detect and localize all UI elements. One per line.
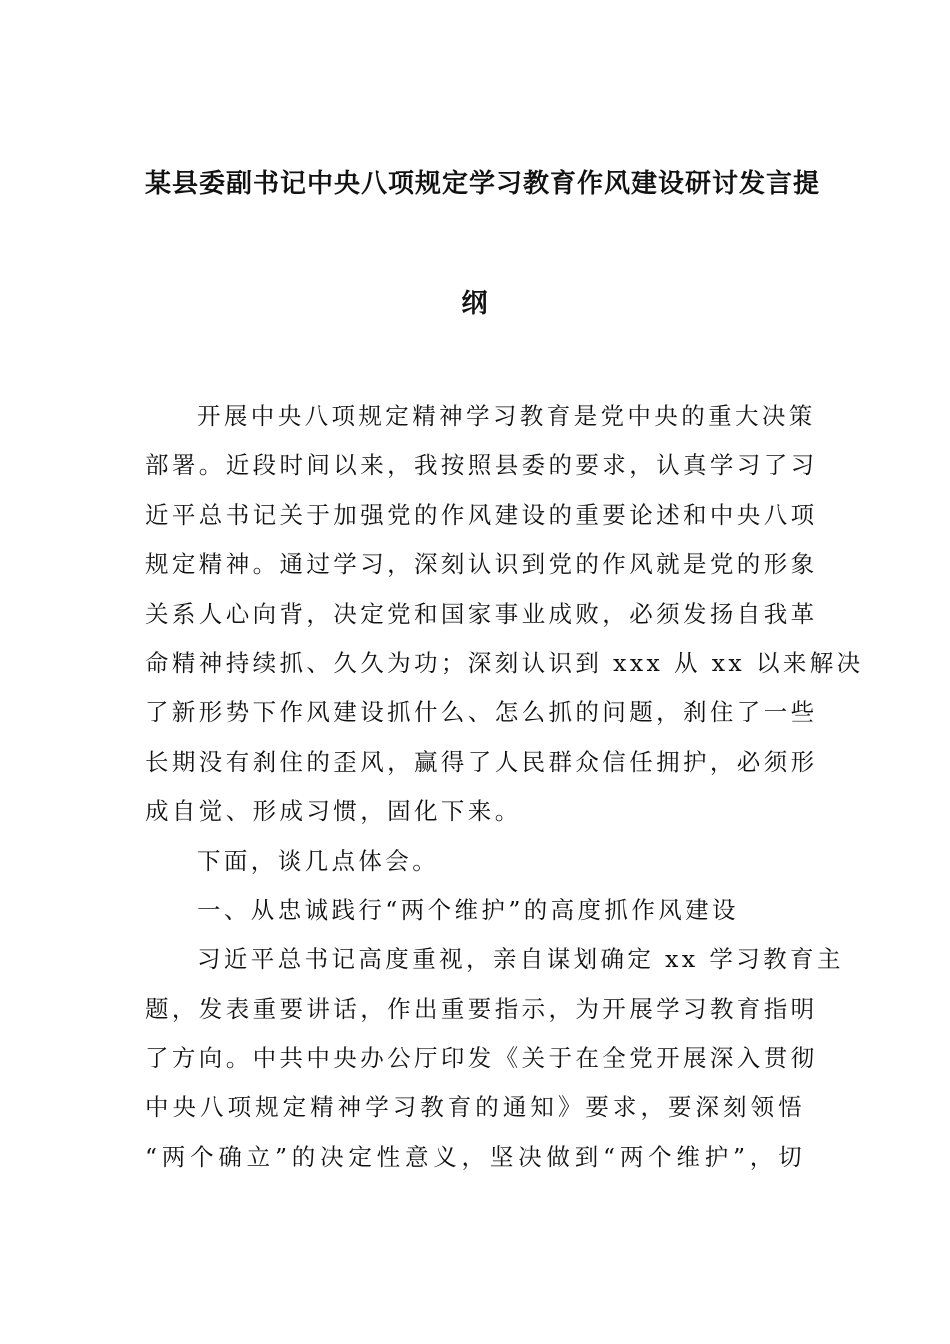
paragraph-line: 命精神持续抓、久久为功；深刻认识到 xxx 从 xx 以来解决 [145, 648, 864, 677]
paragraph-line: 部署。近段时间以来，我按照县委的要求，认真学习了习 [145, 451, 818, 480]
paragraph-line: 题，发表重要讲话，作出重要指示，为开展学习教育指明 [145, 994, 818, 1023]
document-title-line-1: 某县委副书记中央八项规定学习教育作风建设研讨发言提 [145, 169, 821, 199]
paragraph-line: 开展中央八项规定精神学习教育是党中央的重大决策 [197, 402, 816, 430]
document-body [145, 398, 864, 1188]
paragraph-line: 长期没有刹住的歪风，赢得了人民群众信任拥护，必须形 [145, 747, 818, 776]
paragraph-line: 下面，谈几点体会。 [197, 846, 440, 875]
paragraph-line: 成自觉、形成习惯，固化下来。 [145, 797, 522, 826]
section-heading: 一、从忠诚践行“两个维护”的高度抓作风建设 [197, 895, 739, 924]
paragraph-line: 了方向。中共中央办公厅印发《关于在全党开展深入贯彻 [145, 1044, 818, 1073]
paragraph-line: 近平总书记关于加强党的作风建设的重要论述和中央八项 [145, 500, 818, 529]
paragraph-line: 习近平总书记高度重视，亲自谋划确定 xx 学习教育主 [197, 945, 844, 974]
paragraph-line: 规定精神。通过学习，深刻认识到党的作风就是党的形象 [145, 550, 818, 579]
paragraph-line: “两个确立”的决定性意义，坚决做到“两个维护”，切 [145, 1142, 805, 1171]
paragraph-line: 关系人心向背，决定党和国家事业成败，必须发扬自我革 [145, 599, 818, 628]
paragraph-line: 中央八项规定精神学习教育的通知》要求，要深刻领悟 [145, 1093, 805, 1122]
document-title-line-2: 纲 [461, 289, 489, 319]
paragraph-line: 了新形势下作风建设抓什么、怎么抓的问题，刹住了一些 [145, 698, 818, 727]
